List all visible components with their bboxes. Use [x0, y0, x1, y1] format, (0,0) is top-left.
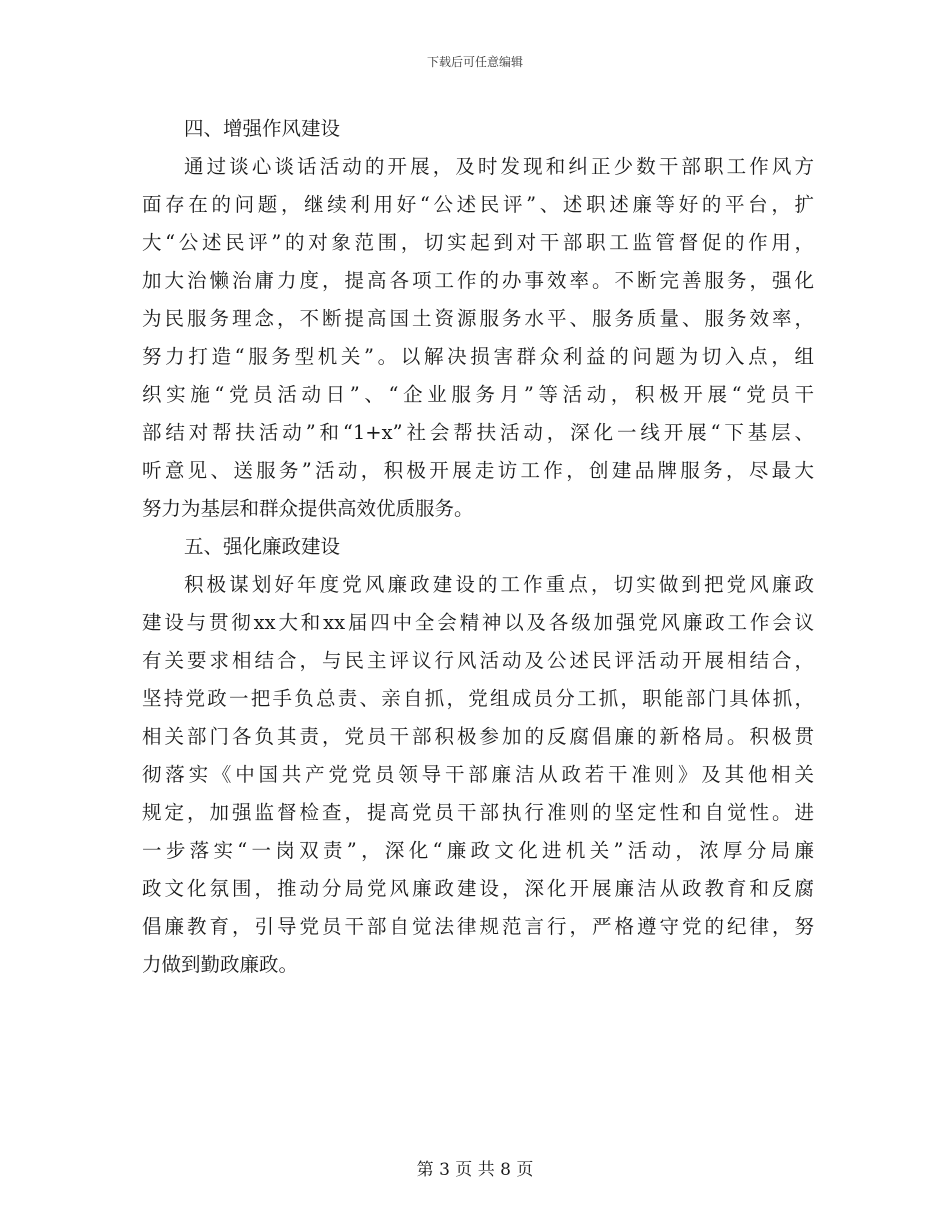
paragraph-line: 一步落实“一岗双责”，深化“廉政文化进机关”活动，浓厚分局廉	[142, 839, 814, 862]
paragraph-line: 努力打造“服务型机关”。以解决损害群众利益的问题为切入点，组	[142, 345, 814, 368]
paragraph-line: 织实施“党员活动日”、“企业服务月”等活动，积极开展“党员干	[142, 383, 814, 406]
page-number-footer: 第 3 页 共 8 页	[416, 1160, 534, 1180]
paragraph-line: 听意见、送服务”活动，积极开展走访工作，创建品牌服务，尽最大	[142, 459, 814, 482]
section-heading: 四、增强作风建设	[184, 117, 341, 140]
paragraph-line: 积极谋划好年度党风廉政建设的工作重点，切实做到把党风廉政	[184, 573, 814, 596]
paragraph-line: 彻落实《中国共产党党员领导干部廉洁从政若干准则》及其他相关	[142, 763, 814, 786]
paragraph-line: 坚持党政一把手负总责、亲自抓，党组成员分工抓，职能部门具体抓，	[142, 687, 814, 710]
section-heading: 五、强化廉政建设	[184, 535, 341, 558]
paragraph-line: 倡廉教育，引导党员干部自觉法律规范言行，严格遵守党的纪律，努	[142, 915, 814, 938]
paragraph-line: 通过谈心谈话活动的开展，及时发现和纠正少数干部职工作风方	[184, 155, 814, 178]
paragraph-line: 政文化氛围，推动分局党风廉政建设，深化开展廉洁从政教育和反腐	[142, 877, 814, 900]
paragraph-line: 加大治懒治庸力度，提高各项工作的办事效率。不断完善服务，强化	[142, 269, 814, 292]
paragraph-line: 大“公述民评”的对象范围，切实起到对干部职工监管督促的作用，	[142, 231, 814, 254]
paragraph-line: 有关要求相结合，与民主评议行风活动及公述民评活动开展相结合，	[142, 649, 814, 672]
paragraph-line: 努力为基层和群众提供高效优质服务。	[142, 497, 474, 520]
document-body	[142, 110, 814, 984]
page-header-note: 下载后可任意编辑	[426, 55, 523, 69]
paragraph-line: 面存在的问题，继续利用好“公述民评”、述职述廉等好的平台，扩	[142, 193, 814, 216]
paragraph-line: 为民服务理念，不断提高国土资源服务水平、服务质量、服务效率，	[142, 307, 814, 330]
paragraph-line: 建设与贯彻xx大和xx届四中全会精神以及各级加强党风廉政工作会议	[142, 611, 814, 634]
paragraph-line: 相关部门各负其责，党员干部积极参加的反腐倡廉的新格局。积极贯	[142, 725, 814, 748]
paragraph-line: 部结对帮扶活动”和“1+x”社会帮扶活动，深化一线开展“下基层、	[142, 421, 814, 444]
paragraph-line: 规定，加强监督检查，提高党员干部执行准则的坚定性和自觉性。进	[142, 801, 814, 824]
paragraph-line: 力做到勤政廉政。	[142, 953, 299, 976]
